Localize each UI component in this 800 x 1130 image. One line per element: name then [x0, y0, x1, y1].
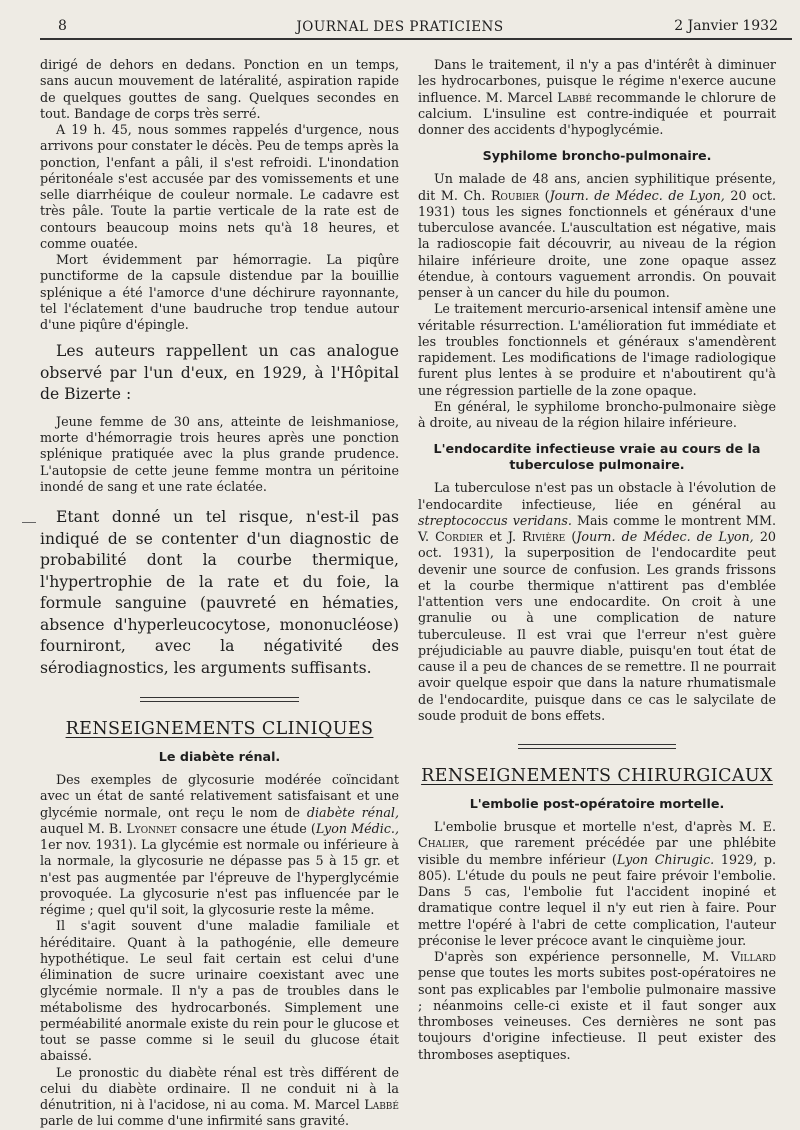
article-title: Syphilome broncho-pulmonaire. — [482, 148, 712, 164]
paragraph: A 19 h. 45, nous sommes rappelés d'urgence, nous arrivons pour constater le décès. Peu de temps après la ponction, l'enfant a pâli, il s'est refroidi. L'inondation péritonéale s'est accusée par des vomissements et une selle diarrhéique de couleur normale. Le cadavre est très pâle. Toute la partie verticale de la rate est de contours beaucoup moins nets qu'à 18 heures, et comme ouatée. — [40, 122, 399, 251]
article-title: L'endocardite infectieuse vraie au cours de la tuberculose pulmonaire. — [433, 441, 761, 473]
paragraph-large: Etant donné un tel risque, n'est-il pas indiqué de se contenter d'un diagnostic de probabilité dont la courbe thermique, l'hypertrophie de la rate et du foie, la formule sanguine (pauvreté en hématies, absence d'hyperleucocytose, mononucléose) fourniront, avec la négativité des sérodiagnostics, les arguments suffisants. — [40, 508, 399, 677]
paragraph: Dans le traitement, il n'y a pas d'intérêt à diminuer les hydrocarbones, puisque le régime n'exerce aucune influence. M. Marcel Labbé recommande le chlorure de calcium. L'insuline est contre-indiquée et pourrait donner des accidents d'hypoglycémie. — [418, 57, 776, 137]
paragraph: En général, le syphilome broncho-pulmonaire siège à droite, au niveau de la région hilaire inférieure. — [418, 398, 776, 430]
paragraph: Le traitement mercurio-arsenical intensif amène une véritable résurrection. L'amélioration fut immédiate et les troubles fonctionnels et généraux s'amendèrent rapidement. Les modifications de l'image radiologique furent plus lentes à se produire et n'aboutirent qu'à une régression partielle de la zone opaque. — [418, 301, 776, 398]
journal-title: JOURNAL DES PRATICIENS — [296, 19, 504, 35]
article-title: L'embolie post-opératoire mortelle. — [469, 796, 725, 811]
case-quote: Jeune femme de 30 ans, atteinte de leishmaniose, morte d'hémorragie trois heures après une ponction splénique pratiquée avec la plus grande prudence. L'autopsie de cette jeune femme montra un péritoine inondé de sang et une rate éclatée. — [40, 413, 399, 494]
section-title: RENSEIGNEMENTS CLINIQUES — [65, 719, 374, 739]
paragraph: La tuberculose n'est pas un obstacle à l'évolution de l'endocardite infectieuse, liée en général au streptococcus veridans. Mais comme le montrent MM. V. Cordier et J. Rivière (Journ. de Médec. de Lyon, 20 oct. 1931), la superposition de l'endocardite peut devenir une source de confusion. Les grands frissons et la courbe thermique n'attirent pas d'emblée l'attention vers une endocardite. On croit à une granulie ou à une complication de nature tuberculeuse. Il est vrai que l'erreur n'est guère préjudiciable au pauvre diable, puisqu'en tout état de cause il a peu de chances de se remettre. Il ne pourrait avoir quelque espoir que dans la nature rhumatismale de l'endocardite, puisque dans ce cas le salycilate de soude produit de bons effets. — [418, 480, 776, 723]
paragraph: Le pronostic du diabète rénal est très différent de celui du diabète ordinaire. Il ne conduit ni à la dénutrition, ni à l'acidose, ni au coma. M. Marcel Labbé parle de lui comme d'une infirmité sans gravité. — [40, 1064, 399, 1129]
issue-date: 2 Janvier 1932 — [674, 18, 778, 34]
right-column — [418, 57, 776, 1063]
section-divider — [40, 685, 399, 713]
paragraph: L'embolie brusque et mortelle n'est, d'après M. E. Chalier, que rarement précédée par une phlébite visible du membre inférieur (Lyon Chirugic. 1929, p. 805). L'étude du pouls ne peut faire prévoir l'embolie. Dans 5 cas, l'embolie fut l'accident inopiné et dramatique contre lequel il n'y eut rien à faire. Pour mettre l'opéré à l'abri de cette complication, l'auteur préconise le lever précoce avant le cinquième jour. — [418, 819, 776, 948]
paragraph: dirigé de dehors en dedans. Ponction en un temps, sans aucun mouvement de latéralité, aspiration rapide de quelques gouttes de sang. Quelques secondes en tout. Bandage de corps très serré. — [40, 57, 399, 121]
header-rule — [40, 38, 792, 40]
paragraph: D'après son expérience personnelle, M. Villard pense que toutes les morts subites post-opératoires ne sont pas explicables par l'embolie pulmonaire massive ; néanmoins celle-ci existe et il faut songer aux thromboses veineuses. Ces dernières ne sont pas toujours d'origine infectieuse. Il peut exister des thromboses aseptiques. — [418, 949, 776, 1062]
left-column — [40, 57, 399, 1130]
paragraph: Des exemples de glycosurie modérée coïncidant avec un état de santé relativement satisfaisant et une glycémie normale, ont reçu le nom de diabète rénal, auquel M. B. Lyonnet consacre une étude (Lyon Médic., 1er nov. 1931). La glycémie est normale ou inférieure à la normale, la glycosurie ne dépasse pas 5 à 15 gr. et n'est pas augmentée par l'épreuve de l'hyperglycémie provoquée. La glycosurie n'est pas influencée par le régime ; quel qu'il soit, la glycosurie reste la même. — [40, 772, 399, 917]
section-title: RENSEIGNEMENTS CHIRURGICAUX — [421, 766, 773, 786]
section-divider — [418, 732, 776, 760]
paragraph: Mort évidemment par hémorragie. La piqûre punctiforme de la capsule distendue par la bouillie splénique a été l'amorce d'une déchirure rayonnante, tel l'éclatement d'une baudruche trop tendue autour d'une piqûre d'épingle. — [40, 252, 399, 332]
page-number: 8 — [58, 18, 67, 34]
paragraph-large: Les auteurs rappellent un cas analogue observé par l'un d'eux, en 1929, à l'Hôpital de Bizerte : — [40, 342, 399, 404]
page-header — [0, 0, 800, 40]
paragraph: Il s'agit souvent d'une maladie familiale et héréditaire. Quant à la pathogénie, elle demeure hypothétique. Le seul fait certain est celui d'une élimination de sucre urinaire coexistant avec une glycémie normale. Il n'y a pas de troubles dans le métabolisme des hydrocarbonés. Simplement une perméabilité anormale existe du rein pour le glucose et tout se passe comme si le seuil du glucose était abaissé. — [40, 918, 399, 1064]
margin-mark — [22, 522, 36, 523]
paragraph: Un malade de 48 ans, ancien syphilitique présente, dit M. Ch. Roubier (Journ. de Médec. de Lyon, 20 oct. 1931) tous les signes fonctionnels et généraux d'une tuberculose avancée. L'auscultation est négative, mais la radioscopie fait découvrir, au niveau de la région hilaire inférieure droite, une zone opaque assez étendue, à contours vaguement arrondis. On pouvait penser à un cancer du hile du poumon. — [418, 171, 776, 300]
article-title: Le diabète rénal. — [158, 749, 281, 764]
